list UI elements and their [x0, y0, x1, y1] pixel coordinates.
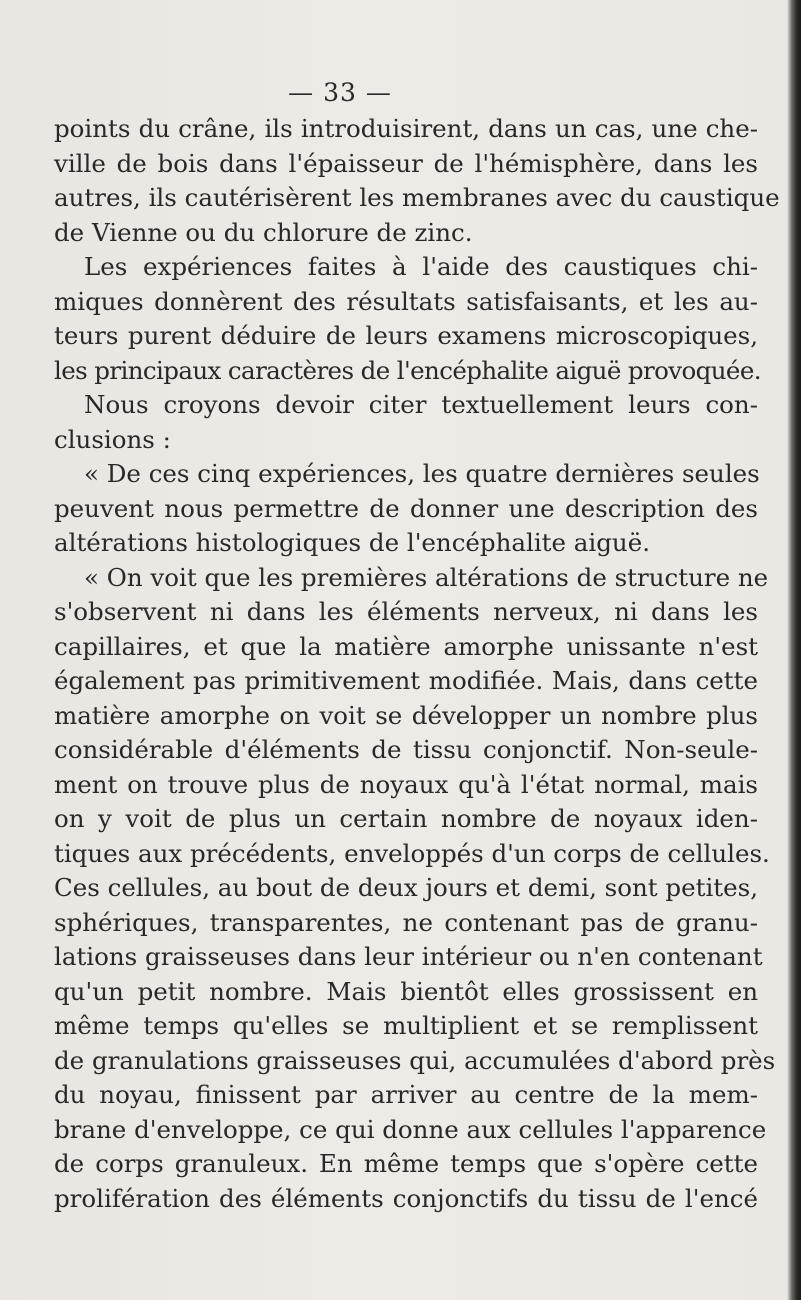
paragraph [54, 250, 761, 457]
body-text [54, 112, 780, 1216]
text-line: même temps qu'elles se multiplient et se remplissent [54, 1011, 758, 1040]
text-line: matière amorphe on voit se développer un nombre plus [54, 700, 758, 730]
text-line: lations graisseuses dans leur intérieur ou n'en contenant [54, 942, 763, 971]
page-edge-shadow [787, 0, 801, 1300]
text-line: du noyau, finissent par arriver au centre de la mem- [54, 1080, 758, 1109]
text-line: s'observent ni dans les éléments nerveux, ni dans les [54, 597, 758, 626]
text-line: on y voit de plus un certain nombre de noyaux iden- [54, 804, 758, 833]
text-line: altérations histologiques de l'encéphalite aiguë. [54, 528, 650, 557]
text-line: clusions : [54, 424, 171, 454]
paragraph [54, 457, 758, 561]
text-line: « De ces cinq expériences, les quatre dernières seules [84, 459, 760, 488]
text-line: miques donnèrent des résultats satisfaisants, et les au- [54, 286, 758, 316]
text-line: Nous croyons devoir citer textuellement leurs con- [84, 390, 758, 419]
text-line: points du crâne, ils introduisirent, dans un cas, une che- [54, 114, 758, 143]
text-line: de corps granuleux. En même temps que s'opère cette [54, 1149, 758, 1178]
text-line: ment on trouve plus de noyaux qu'à l'état normal, mais [54, 769, 758, 799]
text-line: brane d'enveloppe, ce qui donne aux cellules l'apparence [54, 1114, 767, 1144]
text-line: les principaux caractères de l'encéphalite aiguë provoquée. [54, 355, 761, 385]
text-line: teurs purent déduire de leurs examens microscopiques, [54, 321, 758, 350]
text-line: qu'un petit nombre. Mais bientôt elles grossissent en [54, 976, 758, 1006]
text-line: Ces cellules, au bout de deux jours et demi, sont petites, [54, 873, 758, 902]
text-line: sphériques, transparentes, ne contenant pas de granu- [54, 907, 758, 937]
text-line: Les expériences faites à l'aide des caustiques chi- [84, 252, 758, 281]
text-line: capillaires, et que la matière amorphe unissante n'est [54, 631, 758, 661]
text-line: également pas primitivement modifiée. Mais, dans cette [54, 666, 758, 695]
text-line: autres, ils cautérisèrent les membranes avec du caustique [54, 183, 780, 212]
text-line: considérable d'éléments de tissu conjonctif. Non-seule- [54, 735, 758, 764]
text-line: de Vienne ou du chlorure de zinc. [54, 217, 473, 247]
text-line: « On voit que les premières altérations de structure ne [84, 562, 769, 592]
paragraph [54, 561, 776, 1217]
paragraph [54, 112, 780, 250]
text-line: tiques aux précédents, enveloppés d'un corps de cellules. [54, 838, 770, 868]
text-line: ville de bois dans l'épaisseur de l'hémisphère, dans les [54, 148, 758, 178]
text-line: peuvent nous permettre de donner une description des [54, 493, 758, 523]
text-line: de granulations graisseuses qui, accumulées d'abord près [54, 1045, 776, 1075]
page-number: — 33 — [288, 78, 392, 107]
text-line: prolifération des éléments conjonctifs du tissu de l'encé [54, 1183, 758, 1213]
